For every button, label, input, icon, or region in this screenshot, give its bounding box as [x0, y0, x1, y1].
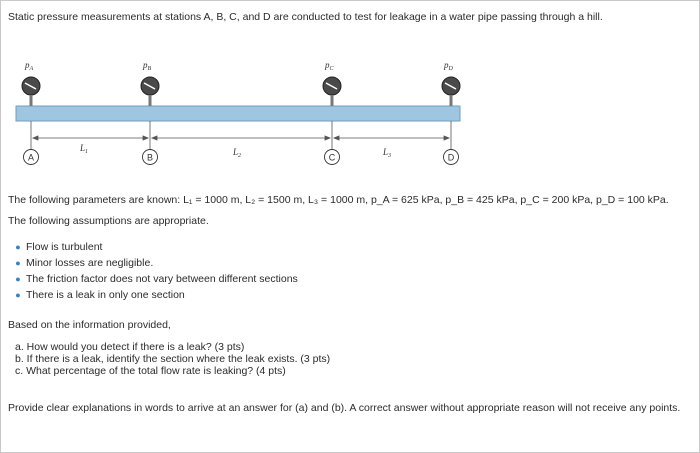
gauge-label-d: $p_D$ [444, 60, 453, 72]
gauge-b [141, 60, 159, 106]
station-b [143, 150, 158, 165]
pipe [16, 106, 460, 121]
question-b: b. If there is a leak, identify the section where the leak exists. (3 pts) [15, 353, 331, 365]
dimension-l2 [152, 136, 330, 140]
closing-instructions: Provide clear explanations in words to arrive at an answer for (a) and (b). A correct answer without appropriate reason will not receive any points. [8, 402, 681, 414]
length-label-l2: $L_2$ [233, 147, 242, 159]
station-a [24, 150, 39, 165]
known-parameters: The following parameters are known: L₁ = 1000 m, L₂ = 1500 m, L₃ = 1000 m, p_A = 625 kPa, p_B = 425 kPa, p_C = 200 kPa, p_D = 100 kPa. [8, 194, 669, 206]
gauge-label-a: $p_A$ [25, 60, 34, 72]
questions-list [15, 341, 330, 377]
length-label-l3: $L_3$ [383, 147, 392, 159]
bullet-icon: ● [15, 274, 21, 284]
svg-text:D: D [447, 152, 455, 163]
assumptions-list [10, 239, 298, 303]
list-item: ● There is a leak in only one section [10, 287, 298, 303]
gauge-a [22, 60, 40, 106]
question-c: c. What percentage of the total flow rate is leaking? (4 pts) [15, 365, 286, 377]
assumptions-heading: The following assumptions are appropriate. [8, 215, 209, 227]
bullet-icon: ● [15, 290, 21, 300]
list-item: ● Flow is turbulent [10, 239, 298, 255]
dimension-l3 [334, 136, 449, 140]
station-d [444, 150, 459, 165]
svg-text:B: B [146, 152, 154, 163]
problem-intro: Static pressure measurements at stations A, B, C, and D are conducted to test for leakage in a water pipe passing through a hill. [8, 11, 603, 23]
svg-text:A: A [27, 152, 35, 163]
bullet-icon: ● [15, 242, 21, 252]
list-item: ● Minor losses are negligible. [10, 255, 298, 271]
gauge-label-c: $p_C$ [325, 60, 334, 72]
station-c [325, 150, 340, 165]
question-a: a. How would you detect if there is a leak? (3 pts) [15, 341, 245, 353]
length-label-l1: $L_1$ [80, 143, 89, 155]
bullet-icon: ● [15, 258, 21, 268]
gauge-c [323, 60, 341, 106]
list-item: ● The friction factor does not vary between different sections [10, 271, 298, 287]
svg-text:C: C [328, 152, 336, 163]
based-on-text: Based on the information provided, [8, 319, 171, 331]
gauge-d [442, 60, 460, 106]
pipe-diagram [0, 0, 700, 190]
dimension-l1 [33, 136, 148, 140]
gauge-label-b: $p_B$ [143, 60, 152, 72]
